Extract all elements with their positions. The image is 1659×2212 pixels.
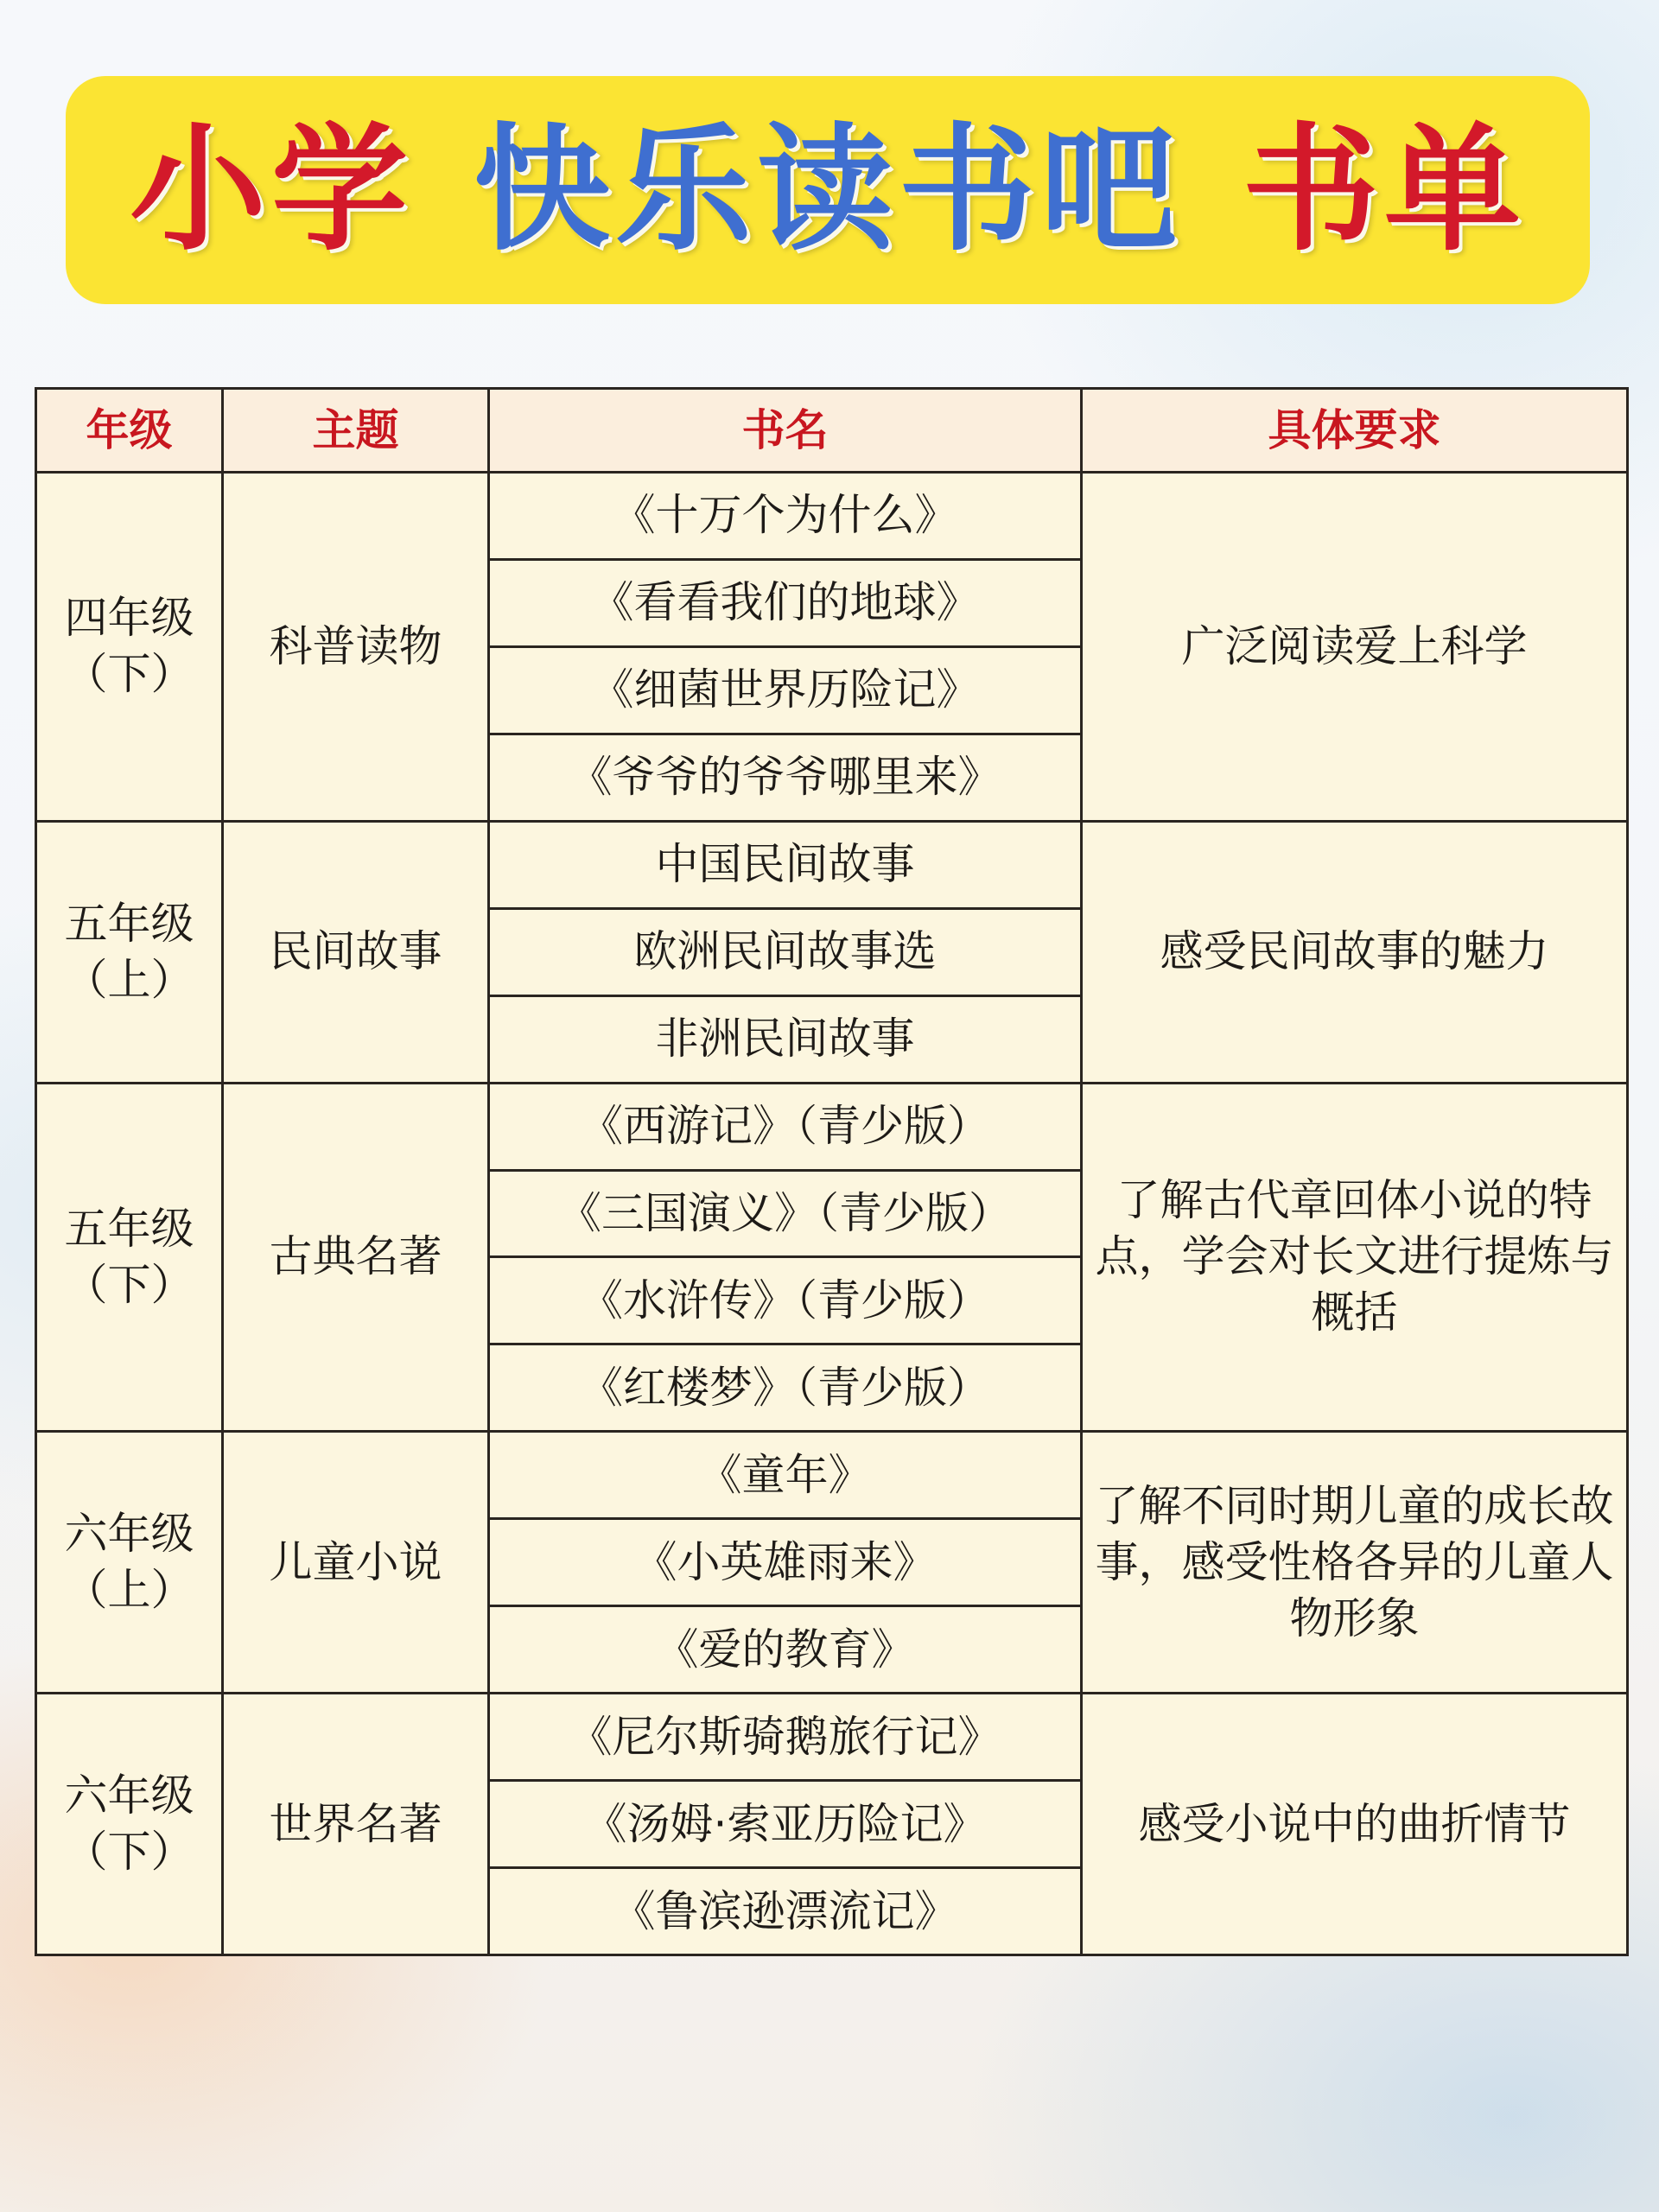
header-book-title: 书名 — [489, 389, 1082, 473]
grade-cell: 五年级 （下） — [36, 1083, 223, 1432]
book-title-cell: 《鲁滨逊漂流记》 — [489, 1868, 1082, 1955]
book-title-cell: 《看看我们的地球》 — [489, 559, 1082, 646]
theme-cell: 儿童小说 — [223, 1432, 489, 1694]
table-row — [36, 1083, 1628, 1170]
book-title-cell: 《细菌世界历险记》 — [489, 646, 1082, 734]
requirement-cell: 广泛阅读爱上科学 — [1082, 473, 1628, 822]
table-header-row — [36, 389, 1628, 473]
book-list-table — [35, 387, 1629, 1956]
title-banner — [66, 76, 1590, 304]
book-title-cell: 非洲民间故事 — [489, 995, 1082, 1083]
book-title-cell: 《童年》 — [489, 1432, 1082, 1519]
table-row — [36, 821, 1628, 908]
theme-cell: 古典名著 — [223, 1083, 489, 1432]
book-title-cell: 《尼尔斯骑鹅旅行记》 — [489, 1694, 1082, 1781]
header-theme: 主题 — [223, 389, 489, 473]
book-title-cell: 中国民间故事 — [489, 821, 1082, 908]
table-row — [36, 1694, 1628, 1781]
grade-cell: 六年级 （下） — [36, 1694, 223, 1955]
table-row — [36, 473, 1628, 560]
table-row — [36, 1432, 1628, 1519]
book-title-cell: 《十万个为什么》 — [489, 473, 1082, 560]
grade-cell: 六年级 （上） — [36, 1432, 223, 1694]
book-title-cell: 《小英雄雨来》 — [489, 1519, 1082, 1606]
requirement-cell: 了解不同时期儿童的成长故事，感受性格各异的儿童人物形象 — [1082, 1432, 1628, 1694]
header-grade: 年级 — [36, 389, 223, 473]
requirement-cell: 了解古代章回体小说的特点，学会对长文进行提炼与概括 — [1082, 1083, 1628, 1432]
book-title-cell: 《红楼梦》（青少版） — [489, 1344, 1082, 1432]
book-title-cell: 欧洲民间故事选 — [489, 908, 1082, 995]
book-title-cell: 《三国演义》（青少版） — [489, 1170, 1082, 1257]
theme-cell: 民间故事 — [223, 821, 489, 1083]
book-title-cell: 《西游记》（青少版） — [489, 1083, 1082, 1170]
header-requirement: 具体要求 — [1082, 389, 1628, 473]
book-title-cell: 《水浒传》（青少版） — [489, 1257, 1082, 1344]
book-title-cell: 《爷爷的爷爷哪里来》 — [489, 734, 1082, 821]
requirement-cell: 感受小说中的曲折情节 — [1082, 1694, 1628, 1955]
title-part-2: 快乐读书吧 — [474, 111, 1182, 270]
theme-cell: 科普读物 — [223, 473, 489, 822]
theme-cell: 世界名著 — [223, 1694, 489, 1955]
grade-cell: 四年级 （下） — [36, 473, 223, 822]
book-title-cell: 《汤姆·索亚历险记》 — [489, 1781, 1082, 1868]
title-part-1: 小学 — [130, 111, 413, 270]
book-title-cell: 《爱的教育》 — [489, 1606, 1082, 1694]
grade-cell: 五年级 （上） — [36, 821, 223, 1083]
requirement-cell: 感受民间故事的魅力 — [1082, 821, 1628, 1083]
title-part-3: 书单 — [1243, 111, 1526, 270]
